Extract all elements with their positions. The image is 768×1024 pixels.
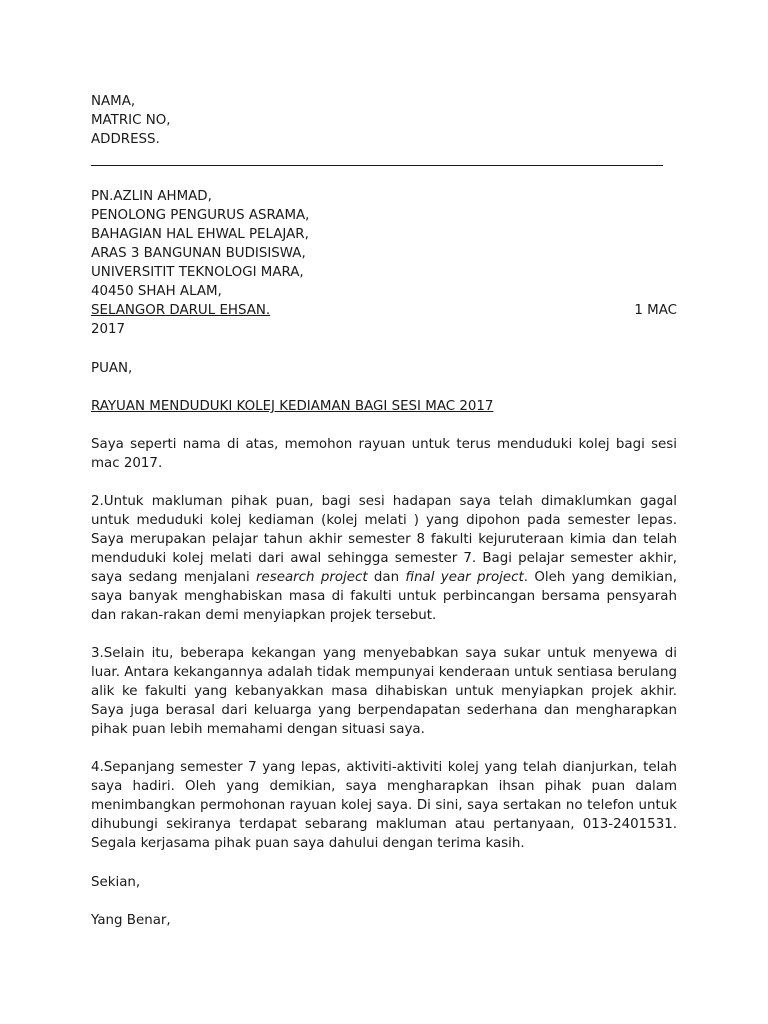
sender-address: ADDRESS. — [91, 132, 160, 147]
recipient-line: PENOLONG PENGURUS ASRAMA, — [91, 208, 310, 223]
paragraph-text: . Oleh yang demikian, saya banyak menghabiskan masa di fakulti untuk perbincangan bersama pensyarah dan rakan-rakan demi menyiapkan projek tersebut. — [91, 570, 677, 623]
paragraph-italic: research project — [255, 570, 368, 585]
closing: Sekian, — [91, 875, 141, 890]
sender-name: NAMA, — [91, 94, 136, 109]
intro-text: Saya seperti nama di atas, memohon rayuan untuk terus menduduki kolej bagi sesi mac 2017. — [91, 437, 677, 471]
letter-subject: RAYUAN MENDUDUKI KOLEJ KEDIAMAN BAGI SESI MAC 2017 — [91, 399, 494, 414]
salutation: PUAN, — [91, 361, 133, 376]
recipient-state: SELANGOR DARUL EHSAN. — [91, 303, 271, 318]
paragraph-2 — [91, 492, 677, 625]
paragraph-text: Selain itu, beberapa kekangan yang menyebabkan saya sukar untuk menyewa di luar. Antara kekangannya adalah tidak mempunyai kenderaan untuk sentiasa berulang alik ke fakulti yang kebanyakkan masa dihabiskan untuk menyiapkan projek akhir. Saya juga berasal dari keluarga yang berpendapatan sederhana dan mengharapkan pihak puan lebih memahami dengan situasi saya. — [91, 646, 677, 737]
intro-paragraph — [91, 435, 677, 473]
paragraph-number: 2. — [91, 494, 104, 509]
recipient-line: ARAS 3 BANGUNAN BUDISISWA, — [91, 246, 306, 261]
recipient-line: 40450 SHAH ALAM, — [91, 284, 222, 299]
recipient-line: PN.AZLIN AHMAD, — [91, 189, 212, 204]
recipient-line: UNIVERSITIT TEKNOLOGI MARA, — [91, 265, 304, 280]
paragraph-4 — [91, 758, 677, 853]
paragraph-text: Untuk makluman pihak puan, bagi sesi hadapan saya telah dimaklumkan gagal untuk meduduki kolej kediaman (kolej melati ) yang dipohon pada semester lepas. Saya merupakan pelajar tahun akhir semester 8 fakulti kejuruteraan kimia dan telah menduduki kolej melati dari awal sehingga semester 7. Bagi pelajar semester akhir, saya sedang menjalani — [91, 494, 677, 585]
letter-date-day-month: 1 MAC — [634, 303, 677, 318]
sender-matric: MATRIC NO, — [91, 113, 171, 128]
recipient-line: BAHAGIAN HAL EHWAL PELAJAR, — [91, 227, 309, 242]
paragraph-number: 3. — [91, 646, 104, 661]
letter-date-year: 2017 — [91, 322, 126, 337]
paragraph-3 — [91, 644, 677, 739]
paragraph-italic: final year project — [405, 570, 524, 585]
signoff: Yang Benar, — [91, 913, 171, 928]
paragraph-number: 4. — [91, 760, 104, 775]
header-divider — [91, 165, 663, 166]
paragraph-text: Sepanjang semester 7 yang lepas, aktiviti-aktiviti kolej yang telah dianjurkan, telah saya hadiri. Oleh yang demikian, saya mengharapkan ihsan pihak puan dalam menimbangkan permohonan rayuan kolej saya. Di sini, saya sertakan no telefon untuk dihubungi sekiranya terdapat sebarang makluman atau pertanyaan, 013-2401531. Segala kerjasama pihak puan saya dahului dengan terima kasih. — [91, 760, 677, 851]
paragraph-text: dan — [367, 570, 406, 585]
